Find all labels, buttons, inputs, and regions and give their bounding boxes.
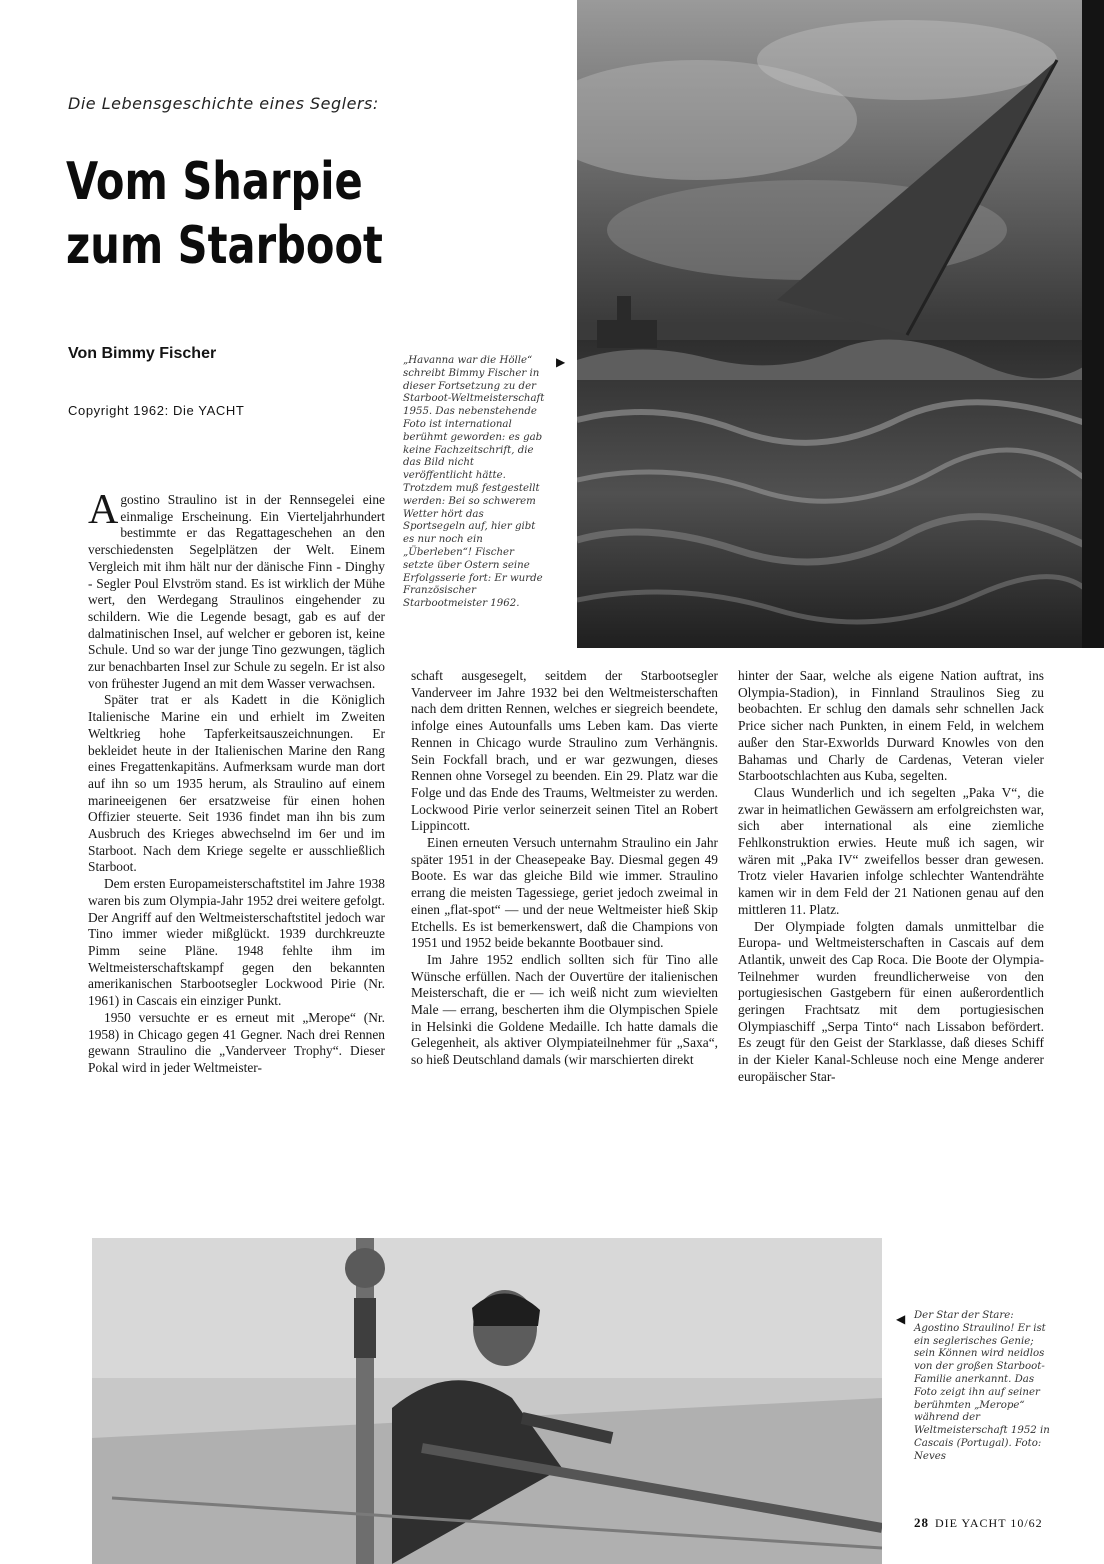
page-number: 28 — [914, 1515, 929, 1530]
article-headline — [66, 150, 402, 278]
copyright-notice: Copyright 1962: Die YACHT — [68, 403, 245, 418]
col3-paragraph-2: Claus Wunderlich und ich segelten „Paka V“, die zwar in heimatlichen Gewässern am erfolgreichsten war, sich aber international als eine ziemliche Fehlkonstruktion erwies. Heute muß ich sagen, wir wären mit „Paka IV“ zweifellos besser dran gewesen. Trotz vieler Havarien infolge schlechter Wantendrähte kamen wir in dem Feld der 21 Nationen genau auf den mittleren 11. Platz. — [738, 784, 1044, 917]
col3-paragraph-1: hinter der Saar, welche als eigene Nation auftrat, ins Olympia-Stadion), in Finnland Straulinos Sieg zu beobachten. Er schlug den damals sehr schnellen Jack Price sicher nach Punkten, in einem Feld, in welchem außer den Star-Exworlds Durward Knowles von den Bahamas und Charly de Cardenas, Veteran vieler Starbootschlachten aus Kuba, segelten. — [738, 668, 1044, 784]
storm-photo-drawing — [577, 0, 1104, 648]
col2-paragraph-3: Im Jahre 1952 endlich sollten sich für Tino alle Wünsche erfüllen. Nach der Ouvertüre der italienischen Meisterschaft, die er — ich weiß nicht zum wievielten Male — errang, bescherten ihm die Olympischen Spiele in Helsinki die Goldene Medaille. Ich hatte damals die Gelegenheit, als aktiver Olympiateilnehmer für „Saxa“, so hieß Deutschland damals (wir marschierten direkt — [411, 951, 718, 1068]
col1-paragraph-3: Dem ersten Europameisterschaftstitel im Jahre 1938 waren bis zum Olympia-Jahr 1952 drei weitere gefolgt. Der Angriff auf den Weltmeisterschaftstitel jedoch war Tino immer wieder mißglückt. 1939 durchkreuzte Pimm seine Pläne. 1948 fehlte ihm im Weltmeisterschaftskampf gegen den bekannten amerikanischen Starbootsegler Lockwood Pirie (Nr. 1961) in Cascais ein einziger Punkt. — [88, 876, 385, 1009]
col1-paragraph-1-text: gostino Straulino ist in der Rennsegelei eine einmalige Erscheinung. Ein Vierteljahrhundert bestimmte er das Regattageschehen an den verschiedensten Segelplätzen der Welt. Einem Vergleich mit ihm hält nur der dänische Finn - Dinghy - Segler Poul Elvström stand. Es ist wirklich der Mühe wert, den Werdegang Straulinos eingehender zu schildern. Wie die Legende besagt, gab es auf der dalmatinischen Insel, auf welcher er geboren ist, keine Schule. Und so war der junge Tino gezwungen, täglich zur benachbarten Insel zur Schule zu segeln. Er ist also von frühester Jugend an mit dem Wasser verwachsen. — [88, 492, 385, 691]
page-footer — [914, 1515, 1043, 1531]
col2-paragraph-2: Einen erneuten Versuch unternahm Straulino ein Jahr später 1951 in der Cheasepeake Bay. Diesmal gegen 49 Boote. Es war das gleiche Bild wie immer. Straulino errang die meisten Tagessiege, geriet jedoch zweimal in einen „flat-spot“ — und der neue Weltmeister hieß Skip Etchells. Es ist bemerkenswert, daß die Champions von 1951 und 1952 beide bekannte Bootbauer sind. — [411, 835, 718, 951]
magazine-issue: DIE YACHT 10/62 — [935, 1516, 1043, 1530]
drop-cap: A — [88, 487, 119, 533]
col2-paragraph-1: schaft ausgesegelt, seitdem der Starbootsegler Vanderveer im Jahre 1932 bei den Weltmeisterschaften nach dem dritten Rennen, welches er siegreich beendete, infolge eines Autounfalls ums Leben kam. Das vierte Rennen in Chicago wurde Straulino zum Verhängnis. Sein Fockfall brach, und er war gezwungen, dieses Rennen ohne Vorsegel zu beenden. Ein 29. Platz war die Folge und das Ende des Traums, Weltmeister zu werden. Lockwood Pirie verlor seinerzeit seinen Titel an Robert Lippincott. — [411, 668, 718, 834]
straulino-photo — [92, 1238, 882, 1564]
col3-paragraph-3: Der Olympiade folgten damals unmittelbar die Europa- und Weltmeisterschaften in Cascais auf dem Atlantik, unweit des Cap Roca. Die Boote der Olympia-Teilnehmer wurden freundlicherweise von den portugiesischen Gastgebern für einen außerordentlich geringen Frachtsatz mit dem portugiesischen Olympiaschiff „Serpa Tinto“ nach Lissabon befördert. Es zeugt für den Geist der Starklasse, daß dieses Schiff in der Kieler Kanal-Schleuse noch eine Menge anderer europäischer Star- — [738, 918, 1044, 1084]
headline-line-2: zum Starboot — [66, 216, 383, 276]
article-column-2 — [411, 668, 718, 1069]
caption-arrow-left-icon: ◀ — [896, 1312, 906, 1326]
col1-paragraph-2: Später trat er als Kadett in die Königlich Italienische Marine ein und erhielt im Zweiten Weltkrieg hohe Tapferkeitsauszeichnungen. Er bekleidet heute in der Italienischen Marine den Rang eines Fregattenkapitäns. Aufmerksam wurde man dort auf ihn so um 1935 herum, als Straulino auf einem marineeigenen 6er ersatzweise für einen hohen Offizier steuerte. Seit 1936 findet man ihn bis zum Ausbruch des Krieges abwechselnd im 6er und im Starboot. Nach dem Kriege segelte er ausschließlich Starboot. — [88, 692, 385, 875]
article-column-3 — [738, 668, 1044, 1086]
article-kicker: Die Lebensgeschichte eines Seglers: — [68, 94, 379, 113]
photo-caption-bottom: Der Star der Stare: Agostino Straulino! Er ist ein seglerisches Genie; sein Können wird neidlos von der großen Starboot-Familie anerkannt. Das Foto zeigt ihn auf seiner berühmten „Merope“ während der Weltmeisterschaft 1952 in Cascais (Portugal). Foto: Neves — [914, 1310, 1050, 1462]
col1-paragraph-1 — [88, 487, 385, 692]
storm-photo — [577, 0, 1104, 648]
article-author: Von Bimmy Fischer — [68, 345, 217, 362]
headline-line-1: Vom Sharpie — [66, 152, 363, 212]
col1-paragraph-4: 1950 versuchte er es erneut mit „Merope“ (Nr. 1958) in Chicago gegen 41 Gegner. Nach drei Rennen gewann Straulino die „Vanderveer Trophy“. Dieser Pokal wird in jeder Weltmeister- — [88, 1009, 385, 1075]
caption-arrow-right-icon: ▶ — [556, 355, 566, 369]
photo-caption-top: „Havanna war die Hölle“ schreibt Bimmy Fischer in dieser Fortsetzung zu der Starboot-Weltmeisterschaft 1955. Das nebenstehende Foto ist international berühmt geworden: es gab keine Fachzeitschrift, die das Bild nicht veröffentlicht hätte. Trotzdem muß festgestellt werden: Bei so schwerem Wetter hört das Sportsegeln auf, hier gibt es nur noch ein „Überleben“! Fischer setzte über Ostern seine Erfolgsserie fort: Er wurde Französischer Starbootmeister 1962. — [403, 355, 545, 610]
article-column-1 — [88, 487, 385, 1077]
straulino-photo-drawing — [92, 1238, 882, 1564]
